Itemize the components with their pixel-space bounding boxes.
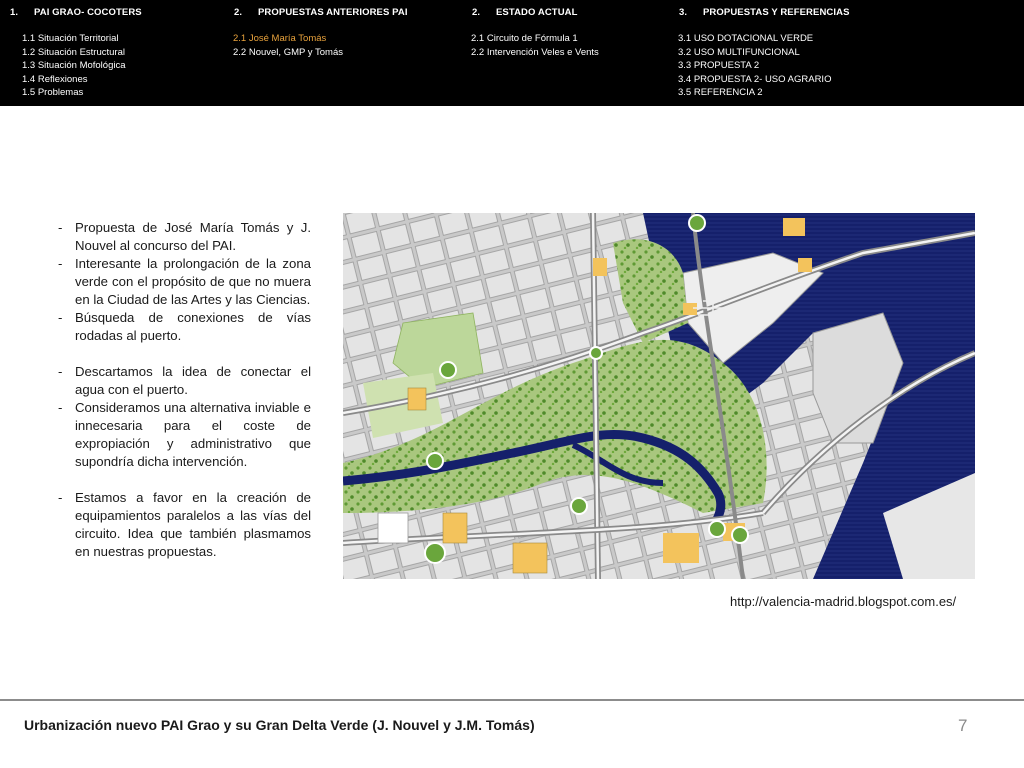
nav-item-3-2[interactable]: 2.2 Intervención Veles e Vents	[471, 46, 599, 58]
nav-item-4-5[interactable]: 3.5 REFERENCIA 2	[678, 87, 763, 99]
nav-item-4-2[interactable]: 3.2 USO MULTIFUNCIONAL	[678, 46, 800, 58]
nav-item-1-3[interactable]: 1.3 Situación Mofológica	[22, 60, 126, 72]
bullet-item: - Consideramos una alternativa inviable e innecesaria para el coste de expropiación y administrativo que supondría dicha intervención.	[57, 399, 311, 471]
nav-item-2-1[interactable]: 2.1 José María Tomás	[233, 33, 327, 44]
nav-section-1-list	[22, 32, 126, 100]
bullet-item: - Propuesta de José María Tomás y J. Nouvel al concurso del PAI.	[57, 219, 311, 255]
bullet-item: - Descartamos la idea de conectar el agua con el puerto.	[57, 363, 311, 399]
source-url[interactable]: http://valencia-madrid.blogspot.com.es/	[730, 594, 957, 609]
nav-section-2-heading[interactable]	[234, 7, 408, 18]
nav-section-2-list	[233, 32, 343, 59]
top-navigation	[0, 0, 1024, 106]
nav-section-4-list	[678, 32, 831, 100]
nav-item-2-2[interactable]: 2.2 Nouvel, GMP y Tomás	[233, 46, 344, 58]
bullet-item: - Interesante la prolongación de la zona verde con el propósito de que no muera en la Ciudad de las Artes y las Ciencias.	[57, 255, 311, 309]
nav-item-1-4[interactable]: 1.4 Reflexiones	[22, 73, 88, 85]
nav-item-4-4[interactable]: 3.4 PROPUESTA 2- USO AGRARIO	[678, 73, 832, 85]
nav-item-1-1[interactable]: 1.1 Situación Territorial	[22, 33, 119, 44]
nav-section-4-heading[interactable]	[679, 7, 850, 18]
nav-section-1-number: 1.	[10, 7, 19, 18]
nav-item-3-1[interactable]: 2.1 Circuito de Fórmula 1	[471, 33, 578, 44]
urban-plan-map-drawing	[343, 213, 975, 579]
nav-section-3-number: 2.	[472, 7, 481, 18]
bullet-item: - Búsqueda de conexiones de vías rodadas al puerto.	[57, 309, 311, 345]
nav-item-1-2[interactable]: 1.2 Situación Estructural	[22, 46, 125, 58]
bullet-item: - Estamos a favor en la creación de equipamientos paralelos a las vías del circuito. Idea que también plasmamos en nuestras propuestas.	[57, 489, 311, 561]
nav-section-1-title: PAI GRAO- COCOTERS	[34, 7, 142, 18]
footer-title: Urbanización nuevo PAI Grao y su Gran Delta Verde (J. Nouvel y J.M. Tomás)	[24, 717, 535, 733]
urban-plan-map	[343, 213, 975, 579]
description-bullet-list	[57, 219, 311, 561]
nav-item-1-5[interactable]: 1.5 Problemas	[22, 87, 84, 99]
nav-section-3-list	[471, 32, 599, 59]
nav-section-1-heading[interactable]	[10, 7, 142, 18]
nav-section-3-heading[interactable]	[472, 7, 578, 18]
nav-section-2-number: 2.	[234, 7, 243, 18]
nav-section-2-title: PROPUESTAS ANTERIORES PAI	[258, 7, 408, 18]
page-number: 7	[958, 716, 968, 735]
nav-section-4-number: 3.	[679, 7, 688, 18]
nav-item-4-3[interactable]: 3.3 PROPUESTA 2	[678, 60, 760, 72]
nav-item-4-1[interactable]: 3.1 USO DOTACIONAL VERDE	[678, 33, 814, 44]
footer-divider	[0, 699, 1024, 701]
nav-section-4-title: PROPUESTAS Y REFERENCIAS	[703, 7, 850, 18]
nav-section-3-title: ESTADO ACTUAL	[496, 7, 578, 18]
